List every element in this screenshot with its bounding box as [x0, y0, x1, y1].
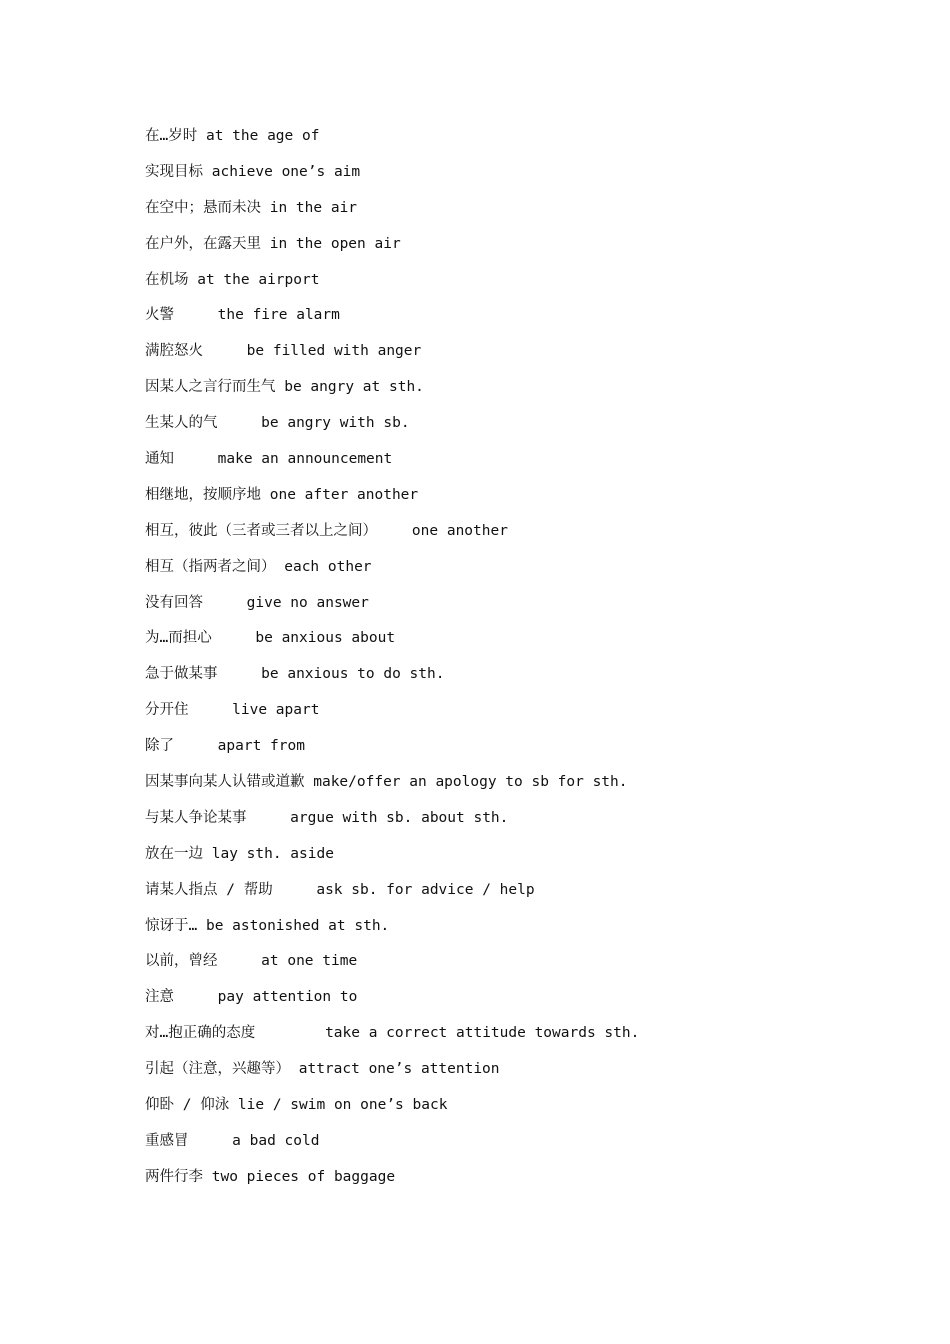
phrase-entry: 请某人指点 / 帮助 ask sb. for advice / help	[145, 881, 535, 898]
phrase-entry: 生某人的气 be angry with sb.	[145, 415, 410, 432]
phrase-entry: 相互（指两者之间） each other	[145, 558, 372, 575]
phrase-entry: 在空中；悬而未决 in the air	[145, 199, 358, 216]
phrase-entry: 注意 pay attention to	[145, 989, 358, 1006]
phrase-entry: 引起（注意，兴趣等） attract one’s attention	[145, 1061, 500, 1078]
phrase-entry: 以前，曾经 at one time	[145, 953, 358, 970]
phrase-entry: 在机场 at the airport	[145, 271, 320, 288]
phrase-entry: 在户外，在露天里 in the open air	[145, 235, 401, 252]
phrase-list	[145, 125, 925, 1202]
phrase-entry: 两件行李 two pieces of baggage	[145, 1168, 396, 1185]
phrase-entry: 为…而担心 be anxious about	[145, 630, 396, 647]
phrase-entry: 实现目标 achieve one’s aim	[145, 163, 361, 180]
phrase-entry: 在…岁时 at the age of	[145, 128, 320, 144]
phrase-entry: 火警 the fire alarm	[145, 307, 340, 324]
phrase-entry: 相互，彼此（三者或三者以上之间） one another	[145, 522, 508, 539]
phrase-entry: 因某人之言行而生气 be angry at sth.	[145, 379, 424, 396]
phrase-entry: 对…抱正确的态度 take a correct attitude towards sth.	[145, 1025, 640, 1042]
phrase-entry: 满腔怒火 be filled with anger	[145, 343, 422, 360]
phrase-entry: 与某人争论某事 argue with sb. about sth.	[145, 809, 509, 826]
phrase-entry: 相继地，按顺序地 one after another	[145, 486, 419, 503]
phrase-entry: 仰卧 / 仰泳 lie / swim on one’s back	[145, 1097, 448, 1114]
phrase-entry: 放在一边 lay sth. aside	[145, 845, 334, 862]
phrase-entry: 急于做某事 be anxious to do sth.	[145, 666, 445, 683]
phrase-entry: 因某事向某人认错或道歉 make/offer an apology to sb for sth.	[145, 774, 628, 791]
phrase-entry: 没有回答 give no answer	[145, 594, 369, 611]
phrase-entry: 重感冒 a bad cold	[145, 1132, 320, 1149]
phrase-entry: 除了 apart from	[145, 738, 305, 755]
phrase-entry: 分开住 live apart	[145, 702, 320, 719]
phrase-entry: 通知 make an announcement	[145, 451, 393, 468]
phrase-entry: 惊讶于… be astonished at sth.	[145, 917, 390, 934]
